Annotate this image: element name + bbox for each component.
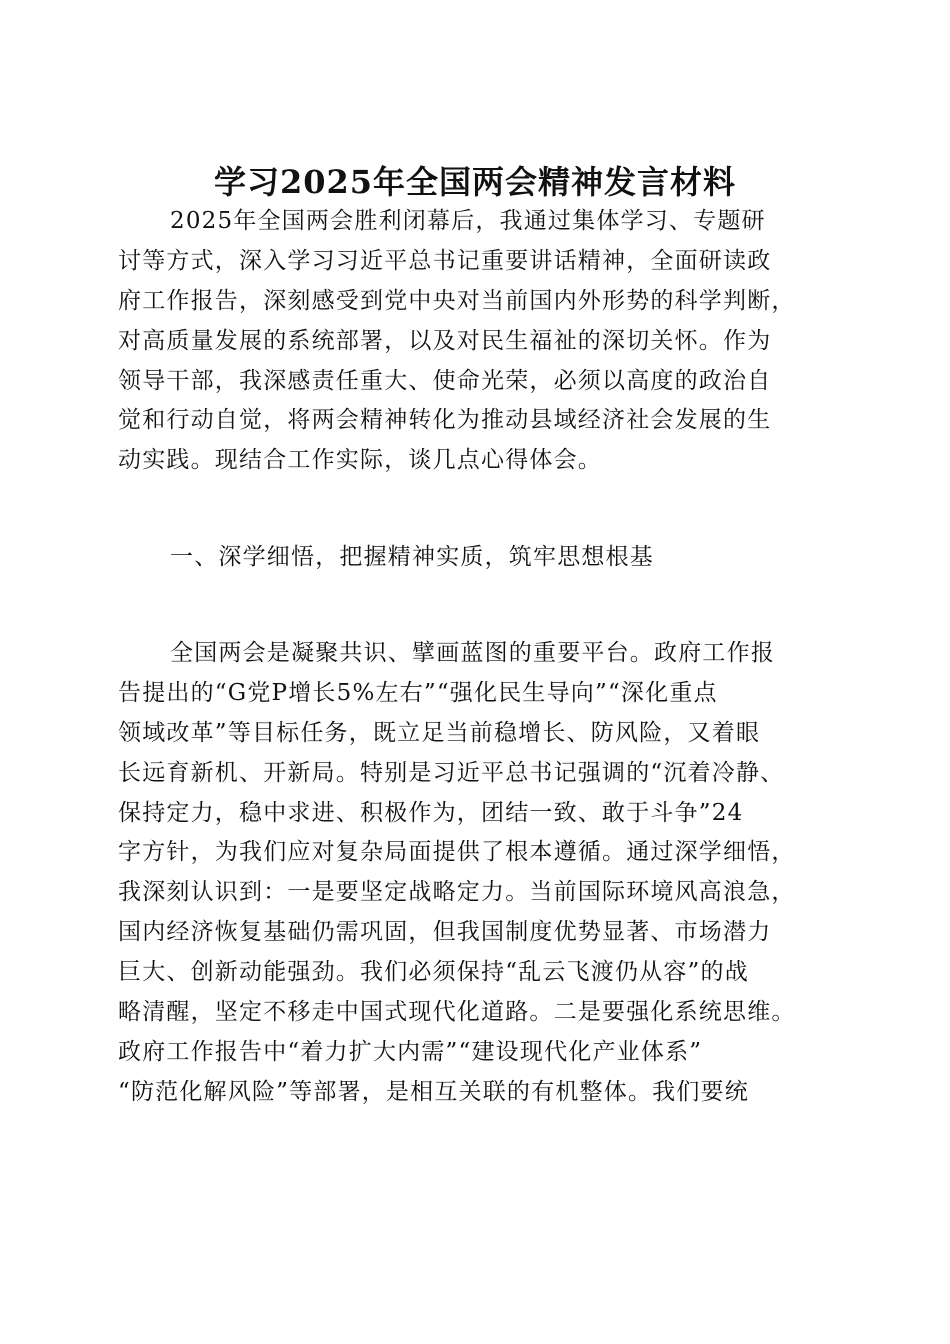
section-heading-text: 一、深学细悟，把握精神实质，筑牢思想根基 [170,544,654,570]
paragraph-line: “防范化解风险”等部署，是相互关联的有机整体。我们要统 [118,1078,749,1105]
paragraph-line: 领域改革”等目标任务，既立足当前稳增长、防风险，又着眼 [118,719,761,746]
intro-paragraph [118,202,848,481]
paragraph-line: 巨大、创新动能强劲。我们必须保持“乱云飞渡仍从容”的战 [118,959,749,986]
paragraph-line: 保持定力，稳中求进、积极作为，团结一致、敢于斗争”24 [118,799,744,826]
paragraph-line: 2025年全国两会胜利闭幕后，我通过集体学习、专题研 [170,208,766,234]
paragraph-line: 政府工作报告中“着力扩大内需”“建设现代化产业体系” [118,1038,703,1065]
paragraph-line: 觉和行动自觉，将两会精神转化为推动县域经济社会发展的生 [118,407,772,434]
paragraph-line: 府工作报告，深刻感受到党中央对当前国内外形势的科学判断， [118,287,796,314]
paragraph-line: 国内经济恢复基础仍需巩固，但我国制度优势显著、市场潜力 [118,919,772,946]
paragraph-line: 全国两会是凝聚共识、擘画蓝图的重要平台。政府工作报 [170,640,775,666]
document-title: 学习2025年全国两会精神发言材料 [213,163,737,201]
paragraph-line: 略清醒，坚定不移走中国式现代化道路。二是要强化系统思维。 [118,999,796,1026]
paragraph-line: 讨等方式，深入学习习近平总书记重要讲话精神，全面研读政 [118,247,772,274]
section-heading [118,538,848,578]
paragraph-line: 字方针，为我们应对复杂局面提供了根本遵循。通过深学细悟， [118,839,796,866]
paragraph-line: 动实践。现结合工作实际，谈几点心得体会。 [118,447,602,474]
paragraph-line: 对高质量发展的系统部署，以及对民生福祉的深切关怀。作为 [118,327,772,354]
paragraph-line: 长远育新机、开新局。特别是习近平总书记强调的“沉着冷静、 [118,759,785,786]
body-paragraph [118,634,848,1113]
paragraph-line: 我深刻认识到：一是要坚定战略定力。当前国际环境风高浪急， [118,879,796,906]
paragraph-line: 告提出的“G党P增长5%左右”“强化民生导向”“深化重点 [118,679,718,706]
paragraph-line: 领导干部，我深感责任重大、使命光荣，必须以高度的政治自 [118,367,772,394]
